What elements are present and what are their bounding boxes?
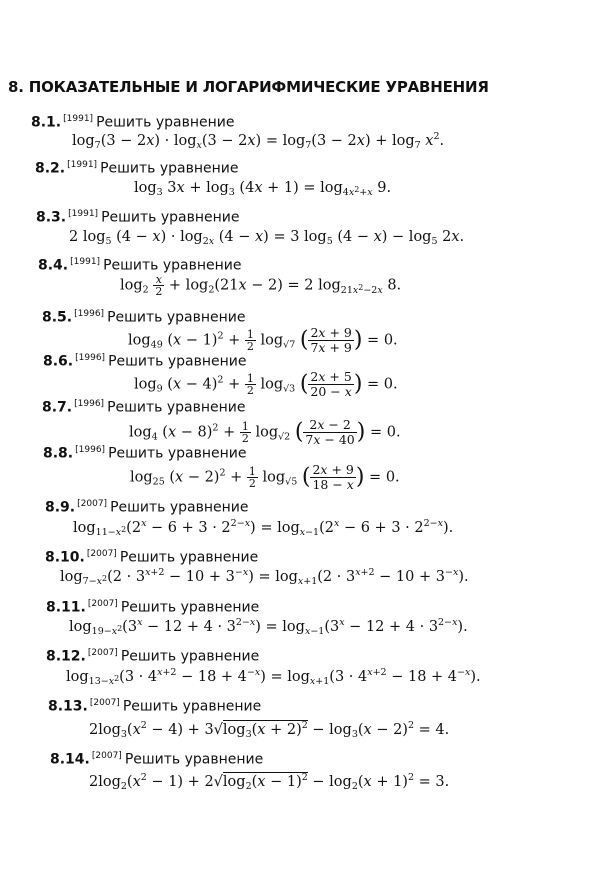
equation: $\log_{13-x^2}(3 \cdot 4^{x+2} - 18 + 4^{-x}) = \log_{x+1}(3 \cdot 4^{x+2} - 18 + 4^{-x})$.: [66, 667, 481, 687]
problem-number: 8.4.: [38, 257, 69, 274]
problem-year: [2007]: [77, 499, 108, 509]
equation: 2 $\log_5 (4 - x) \cdot \log_{2x} (4 - x) = 3$ $\log_5 (4 - x) - \log_5 2x$.: [69, 229, 465, 247]
problem-heading: [45, 495, 249, 517]
problem-heading: [46, 644, 259, 666]
problem-number: 8.13.: [48, 698, 88, 715]
problem-heading: [45, 545, 258, 567]
problem-number: 8.3.: [36, 209, 67, 226]
problem-year: [1996]: [74, 309, 105, 319]
equation: $\log_7(3 - 2x) \cdot \log_x(3 - 2x) = \log_7(3 - 2x) + \log_7 x^2$.: [72, 131, 445, 151]
problem-heading: [46, 595, 259, 617]
problem-year: [1996]: [75, 353, 106, 363]
problem-heading: [48, 694, 261, 716]
problem-year: [1996]: [74, 399, 105, 409]
equation: $2\log_3(x^2 - 4) + 3√\log_3(x + 2)^2 - \log_3(x - 2)^2 = 4$.: [89, 720, 450, 740]
problem-instruction: Решить уравнение: [110, 499, 249, 516]
problem-heading: [43, 441, 247, 463]
problem-instruction: Решить уравнение: [107, 399, 246, 416]
problem-instruction: Решить уравнение: [120, 599, 260, 616]
equation: $\log_{19-x^2}(3^x - 12 + 4 \cdot 3^{2-x}) = \log_{x-1}(3^x - 12 + 4 \cdot 3^{2-x})$.: [69, 617, 468, 637]
problem-year: [1991]: [63, 114, 94, 124]
problem-year: [2007]: [86, 549, 117, 559]
page-title: 8. ПОКАЗАТЕЛЬНЫЕ И ЛОГАРИФМИЧЕСКИЕ УРАВНЕНИЯ: [8, 78, 489, 96]
problem-instruction: Решить уравнение: [100, 160, 239, 177]
problem-year: [2007]: [89, 698, 120, 708]
problem-number: 8.1.: [31, 114, 62, 131]
problem-year: [1991]: [67, 160, 98, 170]
problem-heading: [38, 253, 242, 275]
problem-year: [2007]: [87, 599, 118, 609]
problem-number: 8.2.: [35, 160, 66, 177]
problem-instruction: Решить уравнение: [119, 549, 259, 566]
problem-year: [1991]: [70, 257, 101, 267]
problem-instruction: Решить уравнение: [107, 309, 246, 326]
problem-heading: [35, 156, 239, 178]
problem-heading: [43, 349, 247, 371]
problem-instruction: Решить уравнение: [108, 445, 247, 462]
equation: $\log_9 (x - 4)^2$ + $\frac{1}{2}$ $\log_{√3}$ ( $\frac{2x + 5}{20 - x}$ ) = 0.: [134, 369, 398, 399]
equation: $\log_3 3x + \log_3 (4x + 1) = \log_{4x^2+x} 9$.: [134, 180, 392, 198]
equation: $\log_{7-x^2}(2 \cdot 3^{x+2} - 10 + 3^{-x}) = \log_{x+1}(2 \cdot 3^{x+2} - 10 + 3^{-x})$.: [60, 567, 469, 587]
problem-heading: [36, 205, 240, 227]
problem-number: 8.14.: [50, 751, 90, 768]
problem-number: 8.6.: [43, 353, 74, 370]
equation: $\log_{25} (x - 2)^2$ + $\frac{1}{2}$ $\log_{√5}$ ( $\frac{2x + 9}{18 - x}$ ) = 0.: [130, 462, 400, 492]
problem-instruction: Решить уравнение: [124, 751, 264, 768]
equation: $\log_{49} (x - 1)^2$ + $\frac{1}{2}$ $\log_{√7}$ ( $\frac{2x + 9}{7x + 9}$ ) = 0.: [128, 325, 398, 355]
problem-year: [2007]: [87, 648, 118, 658]
equation: $\log_{11-x^2}(2^x - 6 + 3 \cdot 2^{2-x}) = \log_{x-1}(2^x - 6 + 3 \cdot 2^{2-x})$.: [73, 518, 454, 538]
problem-instruction: Решить уравнение: [122, 698, 262, 715]
problem-number: 8.5.: [42, 309, 73, 326]
problem-year: [1996]: [75, 445, 106, 455]
problem-number: 8.12.: [46, 648, 86, 665]
problem-heading: [42, 395, 246, 417]
problem-number: 8.9.: [45, 499, 76, 516]
problem-year: [1991]: [68, 209, 99, 219]
equation: $2\log_2(x^2 - 1) + 2√\log_2(x - 1)^2 - \log_2(x + 1)^2 = 3$.: [89, 772, 450, 792]
problem-instruction: Решить уравнение: [101, 209, 240, 226]
problem-number: 8.10.: [45, 549, 85, 566]
problem-number: 8.7.: [42, 399, 73, 416]
problem-instruction: Решить уравнение: [120, 648, 260, 665]
problem-instruction: Решить уравнение: [108, 353, 247, 370]
equation: $\log_2$ $\frac{x}{2}$ + $\log_2(21x - 2) = 2$ $\log_{21x^2-2x} 8$.: [120, 273, 402, 298]
problem-year: [2007]: [91, 751, 122, 761]
problem-instruction: Решить уравнение: [96, 114, 235, 131]
problem-instruction: Решить уравнение: [103, 257, 242, 274]
problem-heading: [31, 110, 235, 132]
problem-heading: [50, 747, 263, 769]
problem-number: 8.11.: [46, 599, 86, 616]
problem-heading: [42, 305, 246, 327]
problem-number: 8.8.: [43, 445, 74, 462]
equation: $\log_4 (x - 8)^2$ + $\frac{1}{2}$ $\log_{√2}$ ( $\frac{2x - 2}{7x - 40}$ ) = 0.: [129, 417, 401, 447]
